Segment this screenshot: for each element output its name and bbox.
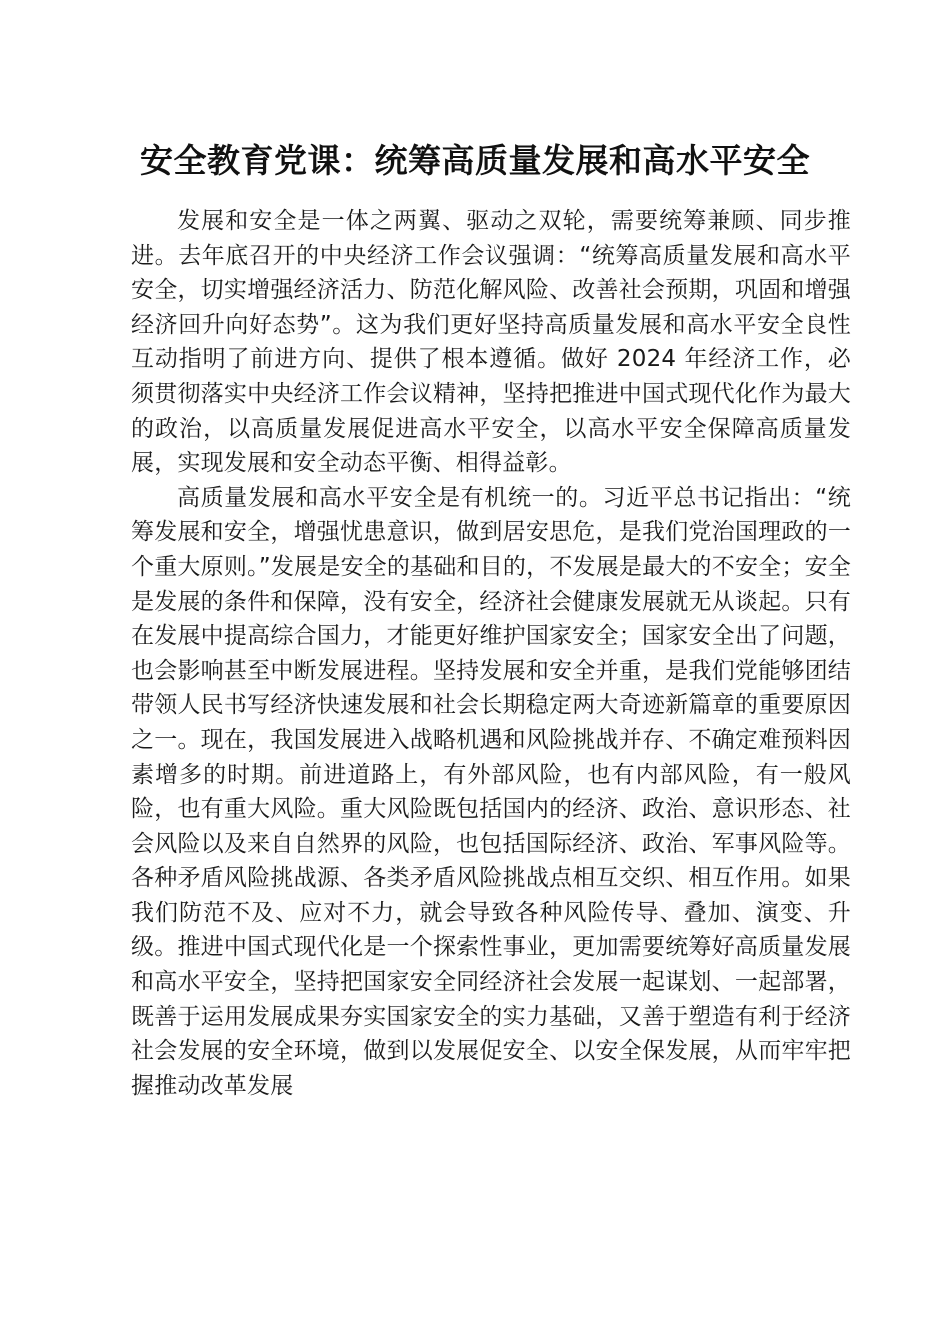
paragraph-1: 发展和安全是一体之两翼、驱动之双轮，需要统筹兼顾、同步推进。去年底召开的中央经济工作会议强调：“统筹高质量发展和高水平安全，切实增强经济活力、防范化解风险、改善社会预期，巩固和增强经济回升向好态势”。这为我们更好坚持高质量发展和高水平安全良性互动指明了前进方向、提供了根本遵循。做好 2024 年经济工作，必须贯彻落实中央经济工作会议精神，坚持把推进中国式现代化作为最大的政治，以高质量发展促进高水平安全，以高水平安全保障高质量发展，实现发展和安全动态平衡、相得益彰。 [131,208,851,477]
document-body [131,204,851,1103]
document-title: 安全教育党课：统筹高质量发展和高水平安全 [140,141,810,180]
paragraph-2: 高质量发展和高水平安全是有机统一的。习近平总书记指出：“统筹发展和安全，增强忧患意识，做到居安思危，是我们党治国理政的一个重大原则。”发展是安全的基础和目的，不发展是最大的不安全；安全是发展的条件和保障，没有安全，经济社会健康发展就无从谈起。只有在发展中提高综合国力，才能更好维护国家安全；国家安全出了问题，也会影响甚至中断发展进程。坚持发展和安全并重，是我们党能够团结带领人民书写经济快速发展和社会长期稳定两大奇迹新篇章的重要原因之一。现在，我国发展进入战略机遇和风险挑战并存、不确定难预料因素增多的时期。前进道路上，有外部风险，也有内部风险，有一般风险，也有重大风险。重大风险既包括国内的经济、政治、意识形态、社会风险以及来自自然界的风险，也包括国际经济、政治、军事风险等。各种矛盾风险挑战源、各类矛盾风险挑战点相互交织、相互作用。如果我们防范不及、应对不力，就会导致各种风险传导、叠加、演变、升级。推进中国式现代化是一个探索性事业，更加需要统筹好高质量发展和高水平安全，坚持把国家安全同经济社会发展一起谋划、一起部署，既善于运用发展成果夯实国家安全的实力基础，又善于塑造有利于经济社会发展的安全环境，做到以发展促安全、以安全保发展，从而牢牢把握推动改革发展 [131,484,851,1099]
